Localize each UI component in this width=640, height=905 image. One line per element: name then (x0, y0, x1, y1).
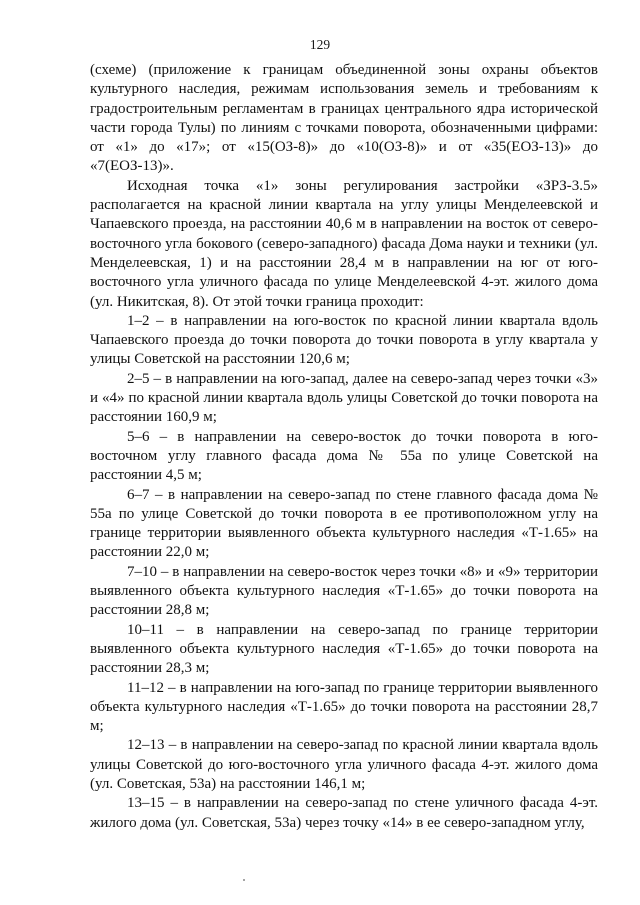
paragraph-segment-7-10: 7–10 – в направлении на северо-восток через точки «8» и «9» территории выявленного объекта культурного наследия «Т-1.65» до точки поворота на расстоянии 28,8 м; (90, 563, 598, 619)
paragraph-segment-5-6: 5–6 – в направлении на северо-восток до точки поворота в юго-восточном углу главного фасада дома № 55а по улице Советской на расстоянии 4,5 м; (90, 428, 598, 484)
paragraph-segment-10-11: 10–11 – в направлении на северо-запад по границе территории выявленного объекта культурного наследия «Т-1.65» до точки поворота на расстоянии 28,3 м; (90, 621, 598, 677)
paragraph-intro: (схеме) (приложение к границам объединенной зоны охраны объектов культурного наследия, режимам использования земель и требованиям к градостроительным регламентам в границах центрального ядра исторической части города Тулы) по линиям с точками поворота, обозначенными цифрами: от «1» до «17»; от «15(ОЗ-8)» до «10(ОЗ-8)» и от «35(ЕОЗ-13)» до «7(ЕОЗ-13)». (90, 62, 598, 175)
paragraph-segment-2-5: 2–5 – в направлении на юго-запад, далее на северо-запад через точки «3» и «4» по красной линии квартала вдоль улицы Советской до точки поворота на расстоянии 160,9 м; (90, 370, 598, 426)
scan-speck (243, 879, 245, 881)
paragraph-segment-12-13: 12–13 – в направлении на северо-запад по красной линии квартала вдоль улицы Советской до юго-восточного угла уличного фасада 4-эт. жилого дома (ул. Советская, 53а) на расстоянии 146,1 м; (90, 737, 598, 792)
document-body (90, 61, 598, 833)
paragraph-segment-6-7: 6–7 – в направлении на северо-запад по стене главного фасада дома № 55а по улице Советской до точки поворота в ее противоположном углу на границе территории выявленного объекта культурного наследия «Т-1.65» на расстоянии 22,0 м; (90, 486, 598, 561)
paragraph-segment-1-2: 1–2 – в направлении на юго-восток по красной линии квартала вдоль Чапаевского проезда до точки поворота до точки поворота в углу квартала у улицы Советской на расстоянии 120,6 м; (90, 312, 598, 368)
paragraph-segment-11-12: 11–12 – в направлении на юго-запад по границе территории выявленного объекта культурного наследия «Т-1.65» до точки поворота на расстоянии 28,7 м; (90, 679, 598, 735)
page-number: 129 (309, 37, 331, 52)
paragraph-segment-13-15: 13–15 – в направлении на северо-запад по стене уличного фасада 4-эт. жилого дома (ул. Советская, 53а) через точку «14» в ее северо-западном углу, (90, 795, 598, 831)
paragraph-start-point: Исходная точка «1» зоны регулирования застройки «ЗРЗ-3.5» располагается на красной линии квартала на углу улицы Менделеевской и Чапаевского проезда, на расстоянии 40,6 м в направлении на восток от северо-восточного угла бокового (северо-западного) фасада Дома науки и техники (ул. Менделеевская, 1) и на расстоянии 28,4 м в направлении на юг от юго-восточного угла уличного фасада по улице Менделеевской 4-эт. жилого дома (ул. Никитская, 8). От этой точки граница проходит: (90, 177, 598, 310)
